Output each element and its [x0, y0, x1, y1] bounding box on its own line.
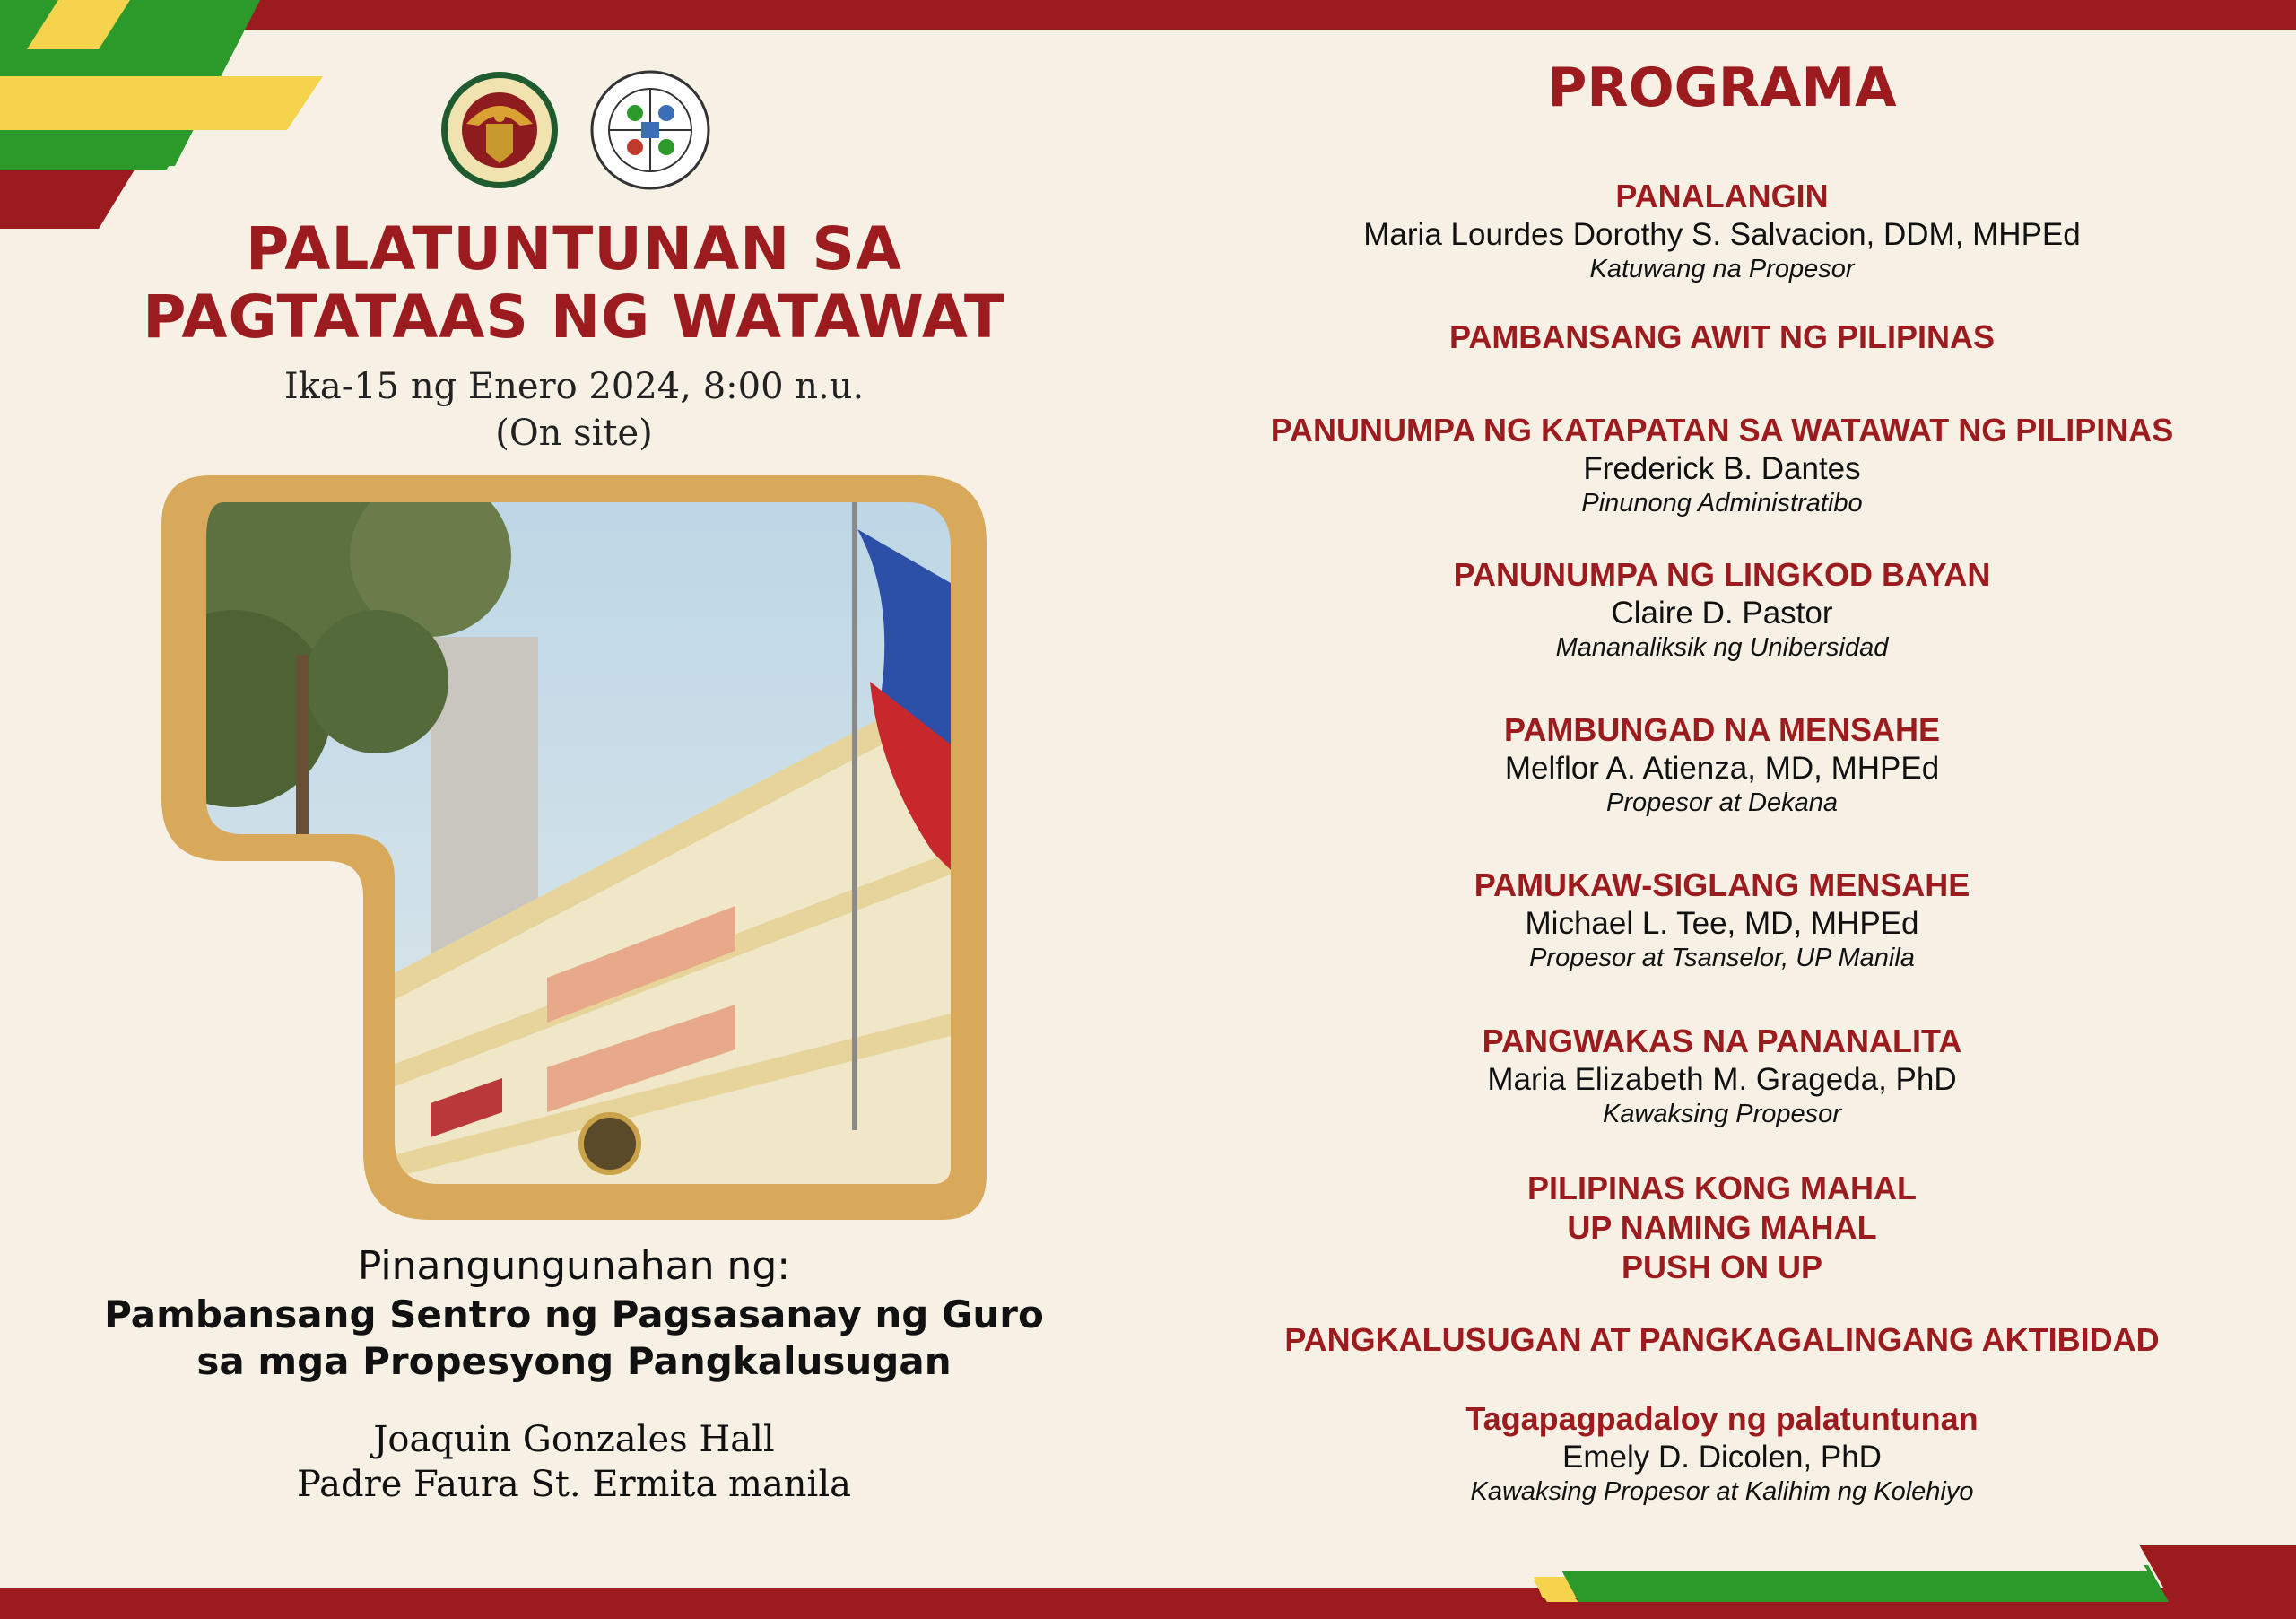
- program-item: [1238, 411, 2206, 518]
- building-photo-illustration: [161, 475, 987, 1220]
- program-item-role: Katuwang na Propesor: [1589, 255, 1855, 283]
- organizer-name-line2: sa mga Propesyong Pangkalusugan: [196, 1339, 952, 1383]
- program-item-title: PANUNUMPA NG LINGKOD BAYAN: [1453, 556, 1991, 593]
- program-item-name: Maria Lourdes Dorothy S. Salvacion, DDM, MHPEd: [1363, 217, 2081, 252]
- program-item-name: Claire D. Pastor: [1611, 596, 1833, 631]
- program-item-title: PANALANGIN: [1615, 178, 1829, 214]
- program-item-role: Pinunong Administratibo: [1581, 489, 1863, 518]
- building-photo: [161, 475, 987, 1220]
- venue-line1: Joaquin Gonzales Hall: [373, 1419, 775, 1460]
- program-item: [1238, 555, 2206, 663]
- program-item: [1238, 710, 2206, 818]
- program-item-title: PAMUKAW-SIGLANG MENSAHE: [1474, 866, 1970, 903]
- program-item-title: PANGWAKAS NA PANANALITA: [1482, 1023, 1962, 1059]
- program-item-title: PANUNUMPA NG KATAPATAN SA WATAWAT NG PILIPINAS: [1270, 412, 2174, 448]
- program-item-role: Propesor at Dekana: [1606, 788, 1838, 817]
- program-item-name: Maria Elizabeth M. Grageda, PhD: [1487, 1062, 1957, 1097]
- organizer-block: [99, 1241, 1049, 1385]
- program-item: [1238, 1022, 2206, 1129]
- event-title: [99, 215, 1049, 352]
- event-mode: (On site): [495, 413, 653, 454]
- program-item-title: PAMBUNGAD NA MENSAHE: [1504, 711, 1940, 748]
- venue-block: [99, 1417, 1049, 1507]
- program-item-name: Frederick B. Dantes: [1583, 451, 1861, 486]
- program-item: [1238, 1169, 2206, 1287]
- program-item: [1238, 318, 2206, 357]
- program-item-title: PANGKALUSUGAN AT PANGKAGALINGANG AKTIBIDAD: [1284, 1321, 2160, 1358]
- event-title-line2: PAGTATAAS NG WATAWAT: [143, 283, 1005, 352]
- organizer-label: Pinangungunahan ng:: [357, 1243, 791, 1289]
- program-item-title: PAMBANSANG AWIT NG PILIPINAS: [1448, 318, 1995, 355]
- program-item-name: Melflor A. Atienza, MD, MHPEd: [1504, 751, 1940, 786]
- program-item-role: Kawaksing Propesor: [1603, 1100, 1841, 1128]
- program-item-role: Propesor at Tsanselor, UP Manila: [1529, 944, 1915, 972]
- organizer-name-line1: Pambansang Sentro ng Pagsasanay ng Guro: [104, 1293, 1044, 1336]
- venue-line2: Padre Faura St. Ermita manila: [297, 1464, 851, 1505]
- program-item: [1238, 177, 2206, 284]
- program-item-name: Michael L. Tee, MD, MHPEd: [1525, 906, 1919, 941]
- program-item-title: Tagapagpadaloy ng palatuntunan: [1465, 1400, 1979, 1437]
- program-item-role: Mananaliksik ng Unibersidad: [1555, 633, 1889, 662]
- nttc-seal-icon: [590, 70, 710, 190]
- program-item-title-line: PUSH ON UP: [1621, 1249, 1823, 1285]
- event-title-line1: PALATUNTUNAN SA: [245, 214, 902, 283]
- up-seal-icon: [439, 70, 560, 190]
- program-item: [1238, 866, 2206, 973]
- nttc-seal-logo: [590, 70, 710, 190]
- program-item-title-line: PILIPINAS KONG MAHAL: [1526, 1170, 1917, 1206]
- program-item-title-line: UP NAMING MAHAL: [1567, 1209, 1877, 1246]
- program-heading: PROGRAMA: [1547, 57, 1897, 119]
- program-item-role: Kawaksing Propesor at Kalihim ng Kolehiyo: [1470, 1477, 1974, 1506]
- program-item: [1238, 1399, 2206, 1507]
- program-item-name: Emely D. Dicolen, PhD: [1562, 1440, 1882, 1475]
- up-seal-logo: [439, 70, 560, 190]
- event-date-block: [99, 363, 1049, 457]
- event-date: Ika-15 ng Enero 2024, 8:00 n.u.: [283, 366, 865, 407]
- program-item: [1238, 1320, 2206, 1360]
